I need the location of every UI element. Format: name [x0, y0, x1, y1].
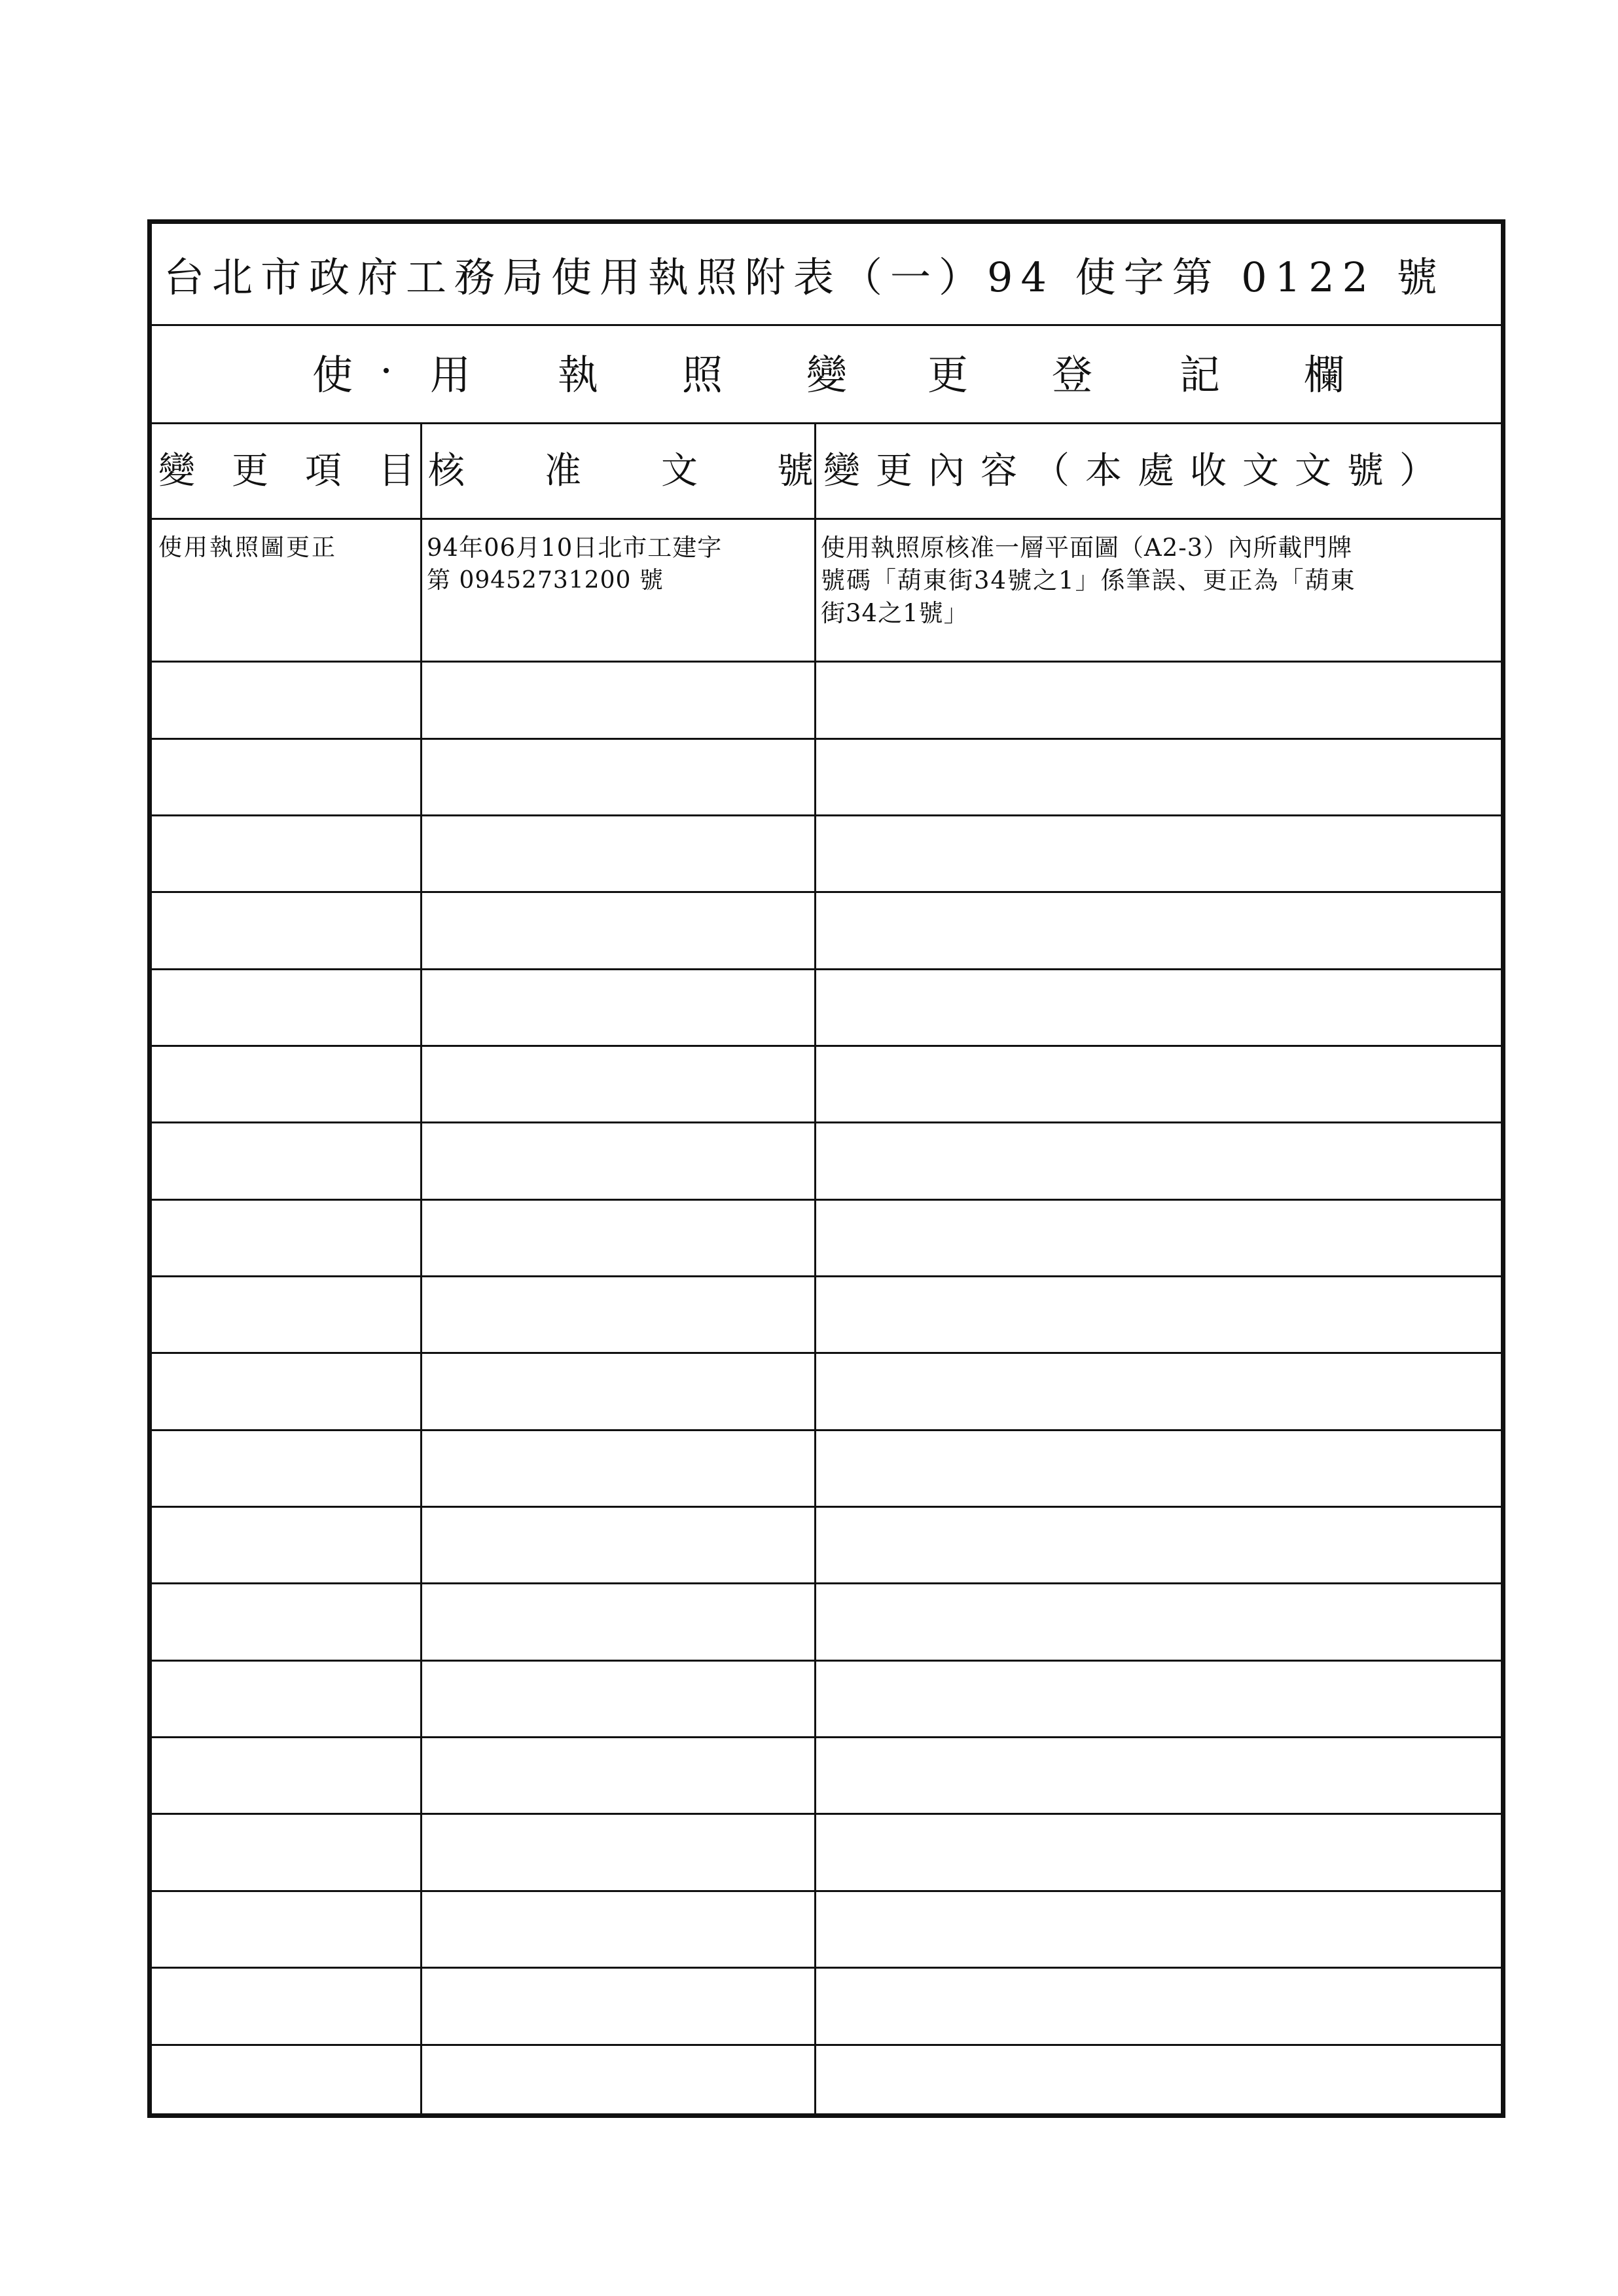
header-approval-char: 核: [428, 450, 465, 492]
column-divider: [814, 424, 816, 2113]
row-approval-line2: 第 09452731200 號: [427, 567, 664, 594]
header-approval-char: 文: [661, 450, 698, 492]
title-row: [152, 224, 1501, 326]
subtitle-row: [152, 326, 1501, 424]
row-divider: [152, 1890, 1501, 1892]
license-table: [147, 219, 1505, 2118]
row-content-line2: 號碼「葫東街34號之1」係筆誤、更正為「葫東: [821, 566, 1356, 594]
row-divider: [152, 814, 1501, 816]
row-divider: [152, 1045, 1501, 1047]
column-header-row: [152, 424, 1501, 520]
row-divider: [152, 1275, 1501, 1277]
row-divider: [152, 1736, 1501, 1738]
header-item-char: 項: [305, 450, 342, 492]
row-divider: [152, 1813, 1501, 1815]
row-divider: [152, 1429, 1501, 1431]
row-divider: [152, 2044, 1501, 2046]
subtitle-char: 更: [927, 351, 969, 399]
row-divider: [152, 891, 1501, 893]
header-item-char: 更: [232, 450, 268, 492]
column-divider: [420, 424, 422, 2113]
header-approval-char: 號: [777, 450, 814, 492]
subtitle-char: 照: [682, 351, 723, 399]
row-divider: [152, 738, 1501, 740]
page-title: 台北市政府工務局使用執照附表（一）94 使字第 0122 號: [164, 253, 1445, 301]
row-divider: [152, 1352, 1501, 1354]
row-divider: [152, 1506, 1501, 1508]
subtitle-char: 欄: [1304, 351, 1345, 399]
subtitle-dot: [384, 368, 389, 373]
row-divider: [152, 1121, 1501, 1123]
row-divider: [152, 661, 1501, 663]
header-item-char: 變: [158, 450, 195, 492]
header-content: 變更內容（本處收文文號）: [823, 450, 1452, 492]
subtitle-char: 記: [1179, 351, 1221, 399]
subtitle-char: 使: [312, 351, 353, 399]
row-divider: [152, 1582, 1501, 1584]
row-divider: [152, 1199, 1501, 1201]
subtitle-char: 登: [1052, 351, 1093, 399]
subtitle-char: 變: [806, 351, 848, 399]
header-item-char: 目: [378, 450, 415, 492]
row-divider: [152, 1967, 1501, 1969]
row-divider: [152, 1660, 1501, 1662]
row-item: 使用執照圖更正: [158, 534, 338, 561]
row-content-line3: 街34之1號」: [821, 599, 969, 627]
row-approval-line1: 94年06月10日北市工建字: [427, 534, 723, 562]
subtitle-char: 用: [430, 351, 471, 399]
subtitle-char: 執: [558, 351, 599, 399]
header-approval-char: 准: [545, 450, 581, 492]
row-divider: [152, 968, 1501, 970]
row-content-line1: 使用執照原核准一層平面圖（A2-3）內所載門牌: [821, 534, 1353, 562]
